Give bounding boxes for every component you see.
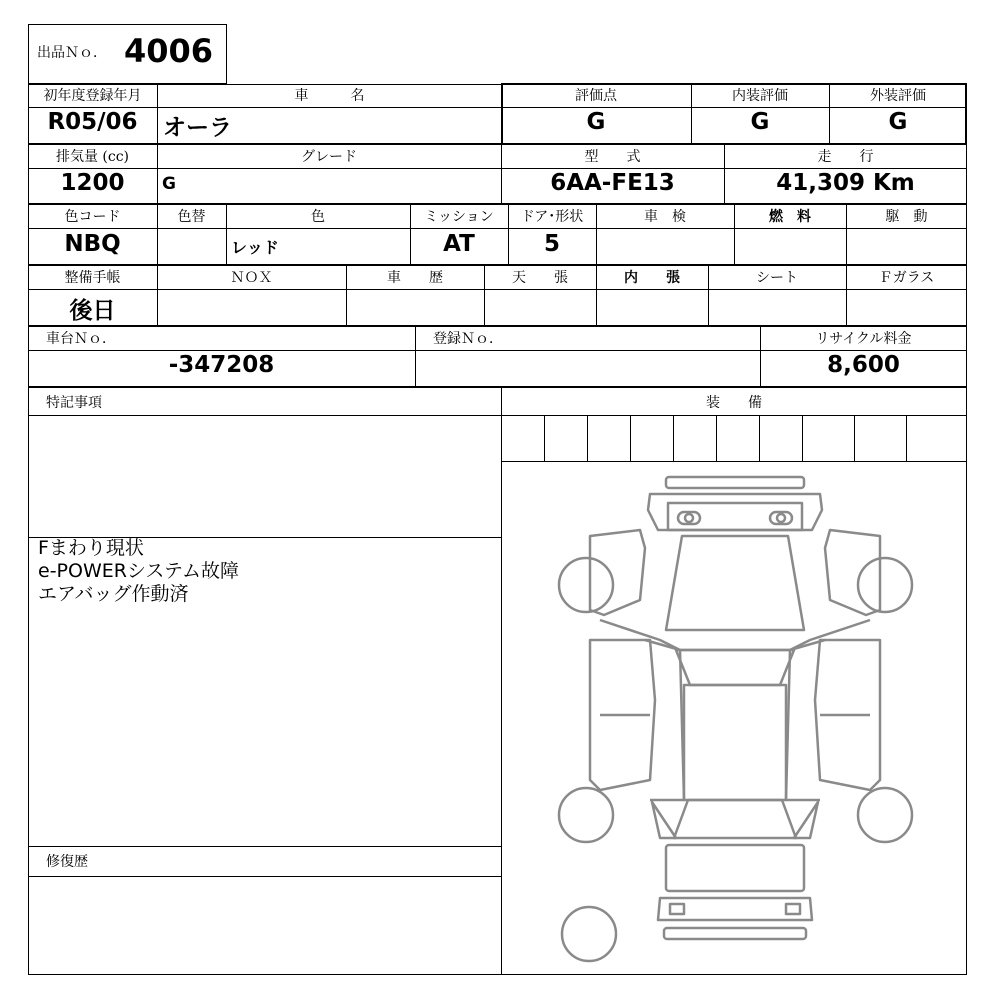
note-line: エアバッグ作動済 [38, 583, 189, 605]
header-inner-lining: 内 張 [624, 270, 680, 286]
header-car-name: 車 名 [294, 88, 365, 104]
note-line: Fまわり現状 [38, 537, 144, 559]
header-front-glass: Ｆガラス [878, 270, 935, 286]
first-registration-value: R05/06 [47, 109, 138, 135]
mileage-value: 41,309 Km [776, 170, 915, 196]
header-exterior-rating: 外装評価 [870, 88, 926, 104]
score-value: G [586, 109, 606, 135]
header-seat: シート [756, 270, 798, 286]
header-repair-history: 修復歴 [46, 854, 88, 870]
header-first-registration: 初年度登録年月 [43, 88, 142, 104]
header-special-notes: 特記事項 [46, 395, 102, 411]
chassis-number-value: -347208 [168, 352, 275, 378]
mission-value: AT [443, 231, 475, 257]
header-fuel: 燃 料 [769, 209, 811, 225]
grade-value: G [162, 174, 176, 194]
header-inspection: 車 検 [644, 209, 686, 225]
car-diagram [502, 462, 966, 974]
header-score: 評価点 [575, 88, 617, 104]
maintenance-record-value: 後日 [69, 298, 116, 324]
header-mission: ミッション [424, 209, 494, 225]
header-equipment: 装 備 [706, 395, 762, 411]
note-line: e-POWERシステム故障 [38, 560, 240, 582]
header-vehicle-history: 車 歴 [387, 270, 443, 286]
color-code-value: NBQ [64, 231, 121, 257]
header-color-change: 色替 [177, 209, 206, 225]
interior-rating-value: G [750, 109, 770, 135]
notes-box [28, 387, 502, 975]
header-grade: グレード [301, 149, 357, 165]
header-color-code: 色コード [64, 209, 121, 225]
header-roof-lining: 天 張 [512, 270, 568, 286]
header-registration-number: 登録Ｎｏ． [433, 331, 503, 347]
header-color: 色 [311, 209, 325, 225]
header-chassis-number: 車台Ｎｏ． [46, 331, 116, 347]
exterior-rating-value: G [888, 109, 908, 135]
model-value: 6AA-FE13 [550, 170, 675, 196]
header-interior-rating: 内装評価 [732, 88, 788, 104]
header-drive: 駆 動 [885, 209, 928, 225]
recycle-fee-value: 8,600 [827, 352, 900, 378]
lot-number-value: 4006 [124, 32, 214, 70]
special-notes-text [38, 537, 239, 606]
header-mileage: 走 行 [817, 149, 874, 165]
displacement-value: 1200 [60, 170, 125, 196]
door-shape-value: 5 [543, 231, 560, 257]
header-door-shape: ドア･形状 [520, 209, 584, 225]
lot-number-label: 出品Ｎｏ． [37, 45, 107, 61]
header-recycle-fee: リサイクル料金 [815, 331, 912, 347]
car-name-value: オーラ [163, 115, 232, 141]
header-displacement: 排気量 (cc) [55, 149, 130, 165]
header-model: 型 式 [584, 149, 641, 165]
color-value: レッド [231, 238, 279, 257]
header-maintenance-record: 整備手帳 [64, 270, 121, 286]
header-nox: ＮＯＸ [230, 270, 273, 286]
